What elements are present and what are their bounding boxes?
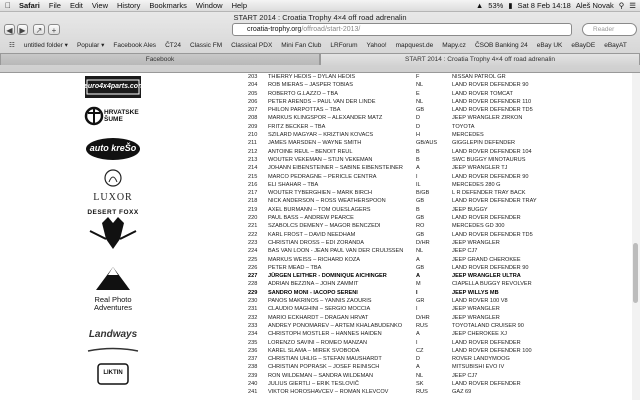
entry-crew: KAREL SLAMA – MIREK SVOBODA [268, 347, 360, 354]
entry-country: SK [416, 380, 424, 387]
menu-history[interactable]: History [111, 1, 135, 10]
entry-number: 207 [248, 107, 258, 114]
entry-car: JEEP GRAND CHEROKEE [452, 256, 521, 263]
entry-number: 227 [248, 273, 258, 280]
bookmark-item[interactable]: eBay UK [536, 41, 563, 49]
address-bar[interactable] [232, 23, 572, 36]
apple-icon[interactable] [5, 1, 11, 10]
logo-luxor[interactable] [84, 169, 142, 203]
table-row [248, 148, 548, 156]
forward-button[interactable] [17, 24, 28, 35]
table-row [248, 256, 548, 264]
entry-crew: JOHANN EIBENSTEINER – SABINE EIBENSTEINER [268, 165, 403, 172]
entry-crew: ELI SHAHAR – TBA [268, 181, 319, 188]
entry-country: D [416, 115, 421, 122]
url-host: croatia-trophy.org [247, 26, 302, 33]
entry-car: MERCEDES GD 300 [452, 223, 505, 230]
entry-country: I [416, 339, 418, 346]
back-button[interactable] [4, 24, 15, 35]
entry-number: 209 [248, 123, 258, 130]
bookmarks-bar [0, 39, 640, 51]
entry-car: LAND ROVER DEFENDER 90 [452, 173, 529, 180]
search-field[interactable] [582, 23, 637, 36]
entry-number: 206 [248, 98, 258, 105]
scrollbar-thumb[interactable] [633, 243, 638, 303]
table-row [248, 380, 548, 388]
sponsor-name: LUXOR [93, 192, 133, 203]
entry-crew: JAMES MARSDEN – WAYNE SMITH [268, 140, 362, 147]
table-row [248, 197, 548, 205]
back-arrow-icon: ◀ [6, 26, 13, 35]
bookmark-item[interactable]: ČT24 [165, 41, 181, 49]
entry-car: JEEP WRANGLER ZIRKON [452, 115, 523, 122]
entry-country: A [416, 165, 420, 172]
entry-car: LAND ROVER TOMCAT [452, 90, 513, 97]
entry-country: A [416, 256, 420, 263]
start-list-table [248, 73, 548, 397]
entry-car: MITSUBISHI EVO IV [452, 364, 505, 371]
bookmark-item[interactable]: Classical PDX [231, 41, 273, 49]
entry-number: 225 [248, 256, 258, 263]
entry-crew: PETER MEAD – TBA [268, 264, 322, 271]
table-row [248, 131, 548, 139]
entry-car: JEEP WRANGLER ULTRA [452, 273, 521, 280]
entry-crew: MARIO ECKHARDT – DRAGAN HRVAT [268, 314, 369, 321]
entry-number: 237 [248, 356, 258, 363]
entry-country: NL [416, 82, 424, 89]
luxor-emblem-icon [84, 169, 142, 187]
share-icon: ↗ [35, 26, 43, 35]
entry-number: 215 [248, 173, 258, 180]
table-row [248, 164, 548, 172]
logo-real-photo-adventures[interactable] [84, 265, 142, 315]
entry-country: GB [416, 231, 425, 238]
list-icon[interactable]: ☰ [629, 1, 636, 10]
entry-crew: BAS VAN LOON - JEAN PAUL VAN DER CRUIJSSEN [268, 248, 404, 255]
table-row [248, 289, 548, 297]
bookmark-item[interactable]: Popular ▾ [76, 42, 105, 49]
table-row [248, 280, 548, 288]
table-row [248, 214, 548, 222]
bookmark-item[interactable]: Mapy.cz [442, 41, 466, 49]
table-row [248, 206, 548, 214]
entry-car: MERCEDES 280 G [452, 181, 501, 188]
entry-country: B/GB [416, 190, 430, 197]
entry-crew: WOUTER TYBERGHIEN – MARK BIRCH [268, 190, 373, 197]
entry-car: LAND ROVER DEFENDER TRAY [452, 198, 537, 205]
entry-country: E [416, 90, 420, 97]
logo-landways[interactable] [84, 329, 142, 351]
entry-car: LAND ROVER DEFENDER 104 [452, 148, 532, 155]
bookmark-item[interactable]: Facebook Ales [113, 41, 157, 49]
entry-crew: PETER ARENDS – PAUL VAN DER LINDE [268, 98, 376, 105]
sponsor-name: auto kreŠo [89, 143, 137, 153]
entry-car: LAND ROVER DEFENDER TD5 [452, 107, 533, 114]
entry-car: JEEP WRANGLER [452, 314, 500, 321]
entry-crew: SZABOLCS DEMENY – MAGOR BENCZEDI [268, 223, 381, 230]
table-row [248, 247, 548, 255]
entry-crew: JÜRGEN LEITHER - DOMINIQUE AICHINGER [268, 273, 387, 280]
entry-crew: KARL FROST – DAVID NEEDHAM [268, 231, 356, 238]
table-row [248, 106, 548, 114]
entry-number: 203 [248, 74, 258, 80]
entry-country: GB/AUS [416, 140, 438, 147]
table-row [248, 181, 548, 189]
table-row [248, 73, 548, 81]
entry-country: GB [416, 264, 425, 271]
entry-number: 231 [248, 306, 258, 313]
entry-country: D/HR [416, 314, 430, 321]
table-row [248, 347, 548, 355]
entry-car: LAND ROVER 100 V8 [452, 298, 508, 305]
search-icon[interactable]: ⚲ [618, 1, 625, 10]
entry-country: NL [416, 372, 424, 379]
entry-car: LAND ROVER DEFENDER [452, 380, 521, 387]
entry-car: JEEP WRANGLER TJ [452, 165, 508, 172]
bookmark-item[interactable]: Yahoo! [366, 41, 387, 49]
entry-country: M [416, 281, 421, 288]
entry-number: 208 [248, 115, 258, 122]
entry-crew: ROB MIERAS – JASPER TOBIAS [268, 82, 353, 89]
bookmark-item[interactable]: mapquest.de [395, 41, 434, 49]
entry-car: JEEP CJ7 [452, 248, 478, 255]
menu-file[interactable]: File [42, 1, 55, 10]
table-row [248, 305, 548, 313]
entry-number: 220 [248, 215, 258, 222]
menu-window[interactable]: Window [189, 1, 217, 10]
entry-crew: PHILON PARPOTTAS – TBA [268, 107, 341, 114]
entry-number: 205 [248, 90, 258, 97]
menu-bar [0, 0, 640, 12]
entry-car: LAND ROVER DEFENDER 90 [452, 264, 529, 271]
bookmark-sidebar-icon[interactable]: ☷ [9, 42, 15, 49]
menu-help[interactable]: Help [225, 1, 241, 10]
entry-crew: ROBERTO G.LAZZO – TBA [268, 90, 338, 97]
table-row [248, 272, 548, 280]
entry-crew: CLAUDIO MAGHINI – SERGIO MOCCIA [268, 306, 371, 313]
menu-edit[interactable]: Edit [63, 1, 77, 10]
wifi-icon[interactable]: ▲ [475, 1, 484, 10]
table-row [248, 363, 548, 371]
tab-croatia-trophy[interactable]: START 2014 : Croatia Trophy 4×4 off road adrenalin [320, 53, 640, 65]
entry-number: 228 [248, 281, 258, 288]
table-row [248, 222, 548, 230]
entry-car: LAND ROVER DEFENDER TD5 [452, 231, 533, 238]
tab-facebook[interactable]: Facebook [0, 53, 320, 65]
plus-icon: + [51, 26, 57, 35]
table-row [248, 372, 548, 380]
bookmark-item[interactable]: LRForum [330, 41, 358, 49]
entry-car: JEEP CHEROKEE XJ [452, 331, 507, 338]
menu-view[interactable]: View [85, 1, 103, 10]
swoosh-icon [84, 347, 142, 353]
entry-number: 224 [248, 248, 258, 255]
table-row [248, 81, 548, 89]
table-row [248, 339, 548, 347]
entry-country: F [416, 74, 420, 80]
entry-number: 236 [248, 347, 258, 354]
mountain-icon [84, 265, 142, 291]
entry-number: 214 [248, 165, 258, 172]
entry-car: ROVER LANDYMOOG [452, 356, 510, 363]
entry-crew: SANDRO MONI - IACOPO SERENI [268, 289, 358, 296]
entry-crew: CHRISTIAN POPRASK – JOSEF REINISCH [268, 364, 380, 371]
browser-chrome [0, 12, 640, 73]
tab-bar [0, 53, 640, 65]
table-row [248, 173, 548, 181]
logo-hrvatske-sume[interactable] [84, 103, 142, 129]
entry-crew: CHRISTIAN UHLIG – STEFAN MAUSHARDT [268, 356, 382, 363]
sponsor-name: Landways [88, 329, 138, 340]
entry-number: 241 [248, 389, 258, 396]
table-row [248, 239, 548, 247]
table-row [248, 330, 548, 338]
entry-crew: PANOS MAKRINOS – YANNIS ZAOURIS [268, 298, 372, 305]
sponsor-name: euro4x4parts.com [84, 83, 145, 90]
table-row [248, 123, 548, 131]
entry-crew: RON WILDEMAN – SANDRA WILDEMAN [268, 372, 374, 379]
entry-country: IL [416, 181, 421, 188]
entry-car: JEEP WRANGLER [452, 306, 500, 313]
entry-crew: PAUL BASS – ANDREW PEARCE [268, 215, 354, 222]
entry-number: 213 [248, 156, 258, 163]
entry-number: 234 [248, 331, 258, 338]
entry-crew: AXEL BURMANN – TOM OUESLAGERS [268, 206, 371, 213]
entry-country: A [416, 273, 421, 280]
entry-crew: ANDREY PONOMAREV – ARTEM KHALABUDENKO [268, 322, 403, 329]
entry-country: NL [416, 248, 424, 255]
vertical-scrollbar[interactable] [632, 73, 640, 400]
entry-crew: LORENZO SAVINI – ROMEO MANZAN [268, 339, 368, 346]
menu-user[interactable]: Aleš Novak [575, 1, 614, 10]
entry-car: JEEP WRANGLER [452, 239, 500, 246]
entry-number: 212 [248, 148, 258, 155]
entry-number: 230 [248, 298, 258, 305]
entry-car: GAZ 69 [452, 389, 472, 396]
logo-desert-foxx[interactable] [84, 209, 142, 257]
entry-number: 226 [248, 264, 258, 271]
menu-clock[interactable]: Sat 8 Feb 14:18 [517, 1, 571, 10]
table-row [248, 98, 548, 106]
entry-crew: WOUTER VEKEMAN – STIJN VEKEMAN [268, 156, 373, 163]
entry-crew: JULIUS GIERTLI – ERIK TESLOVIČ [268, 380, 359, 387]
logo-euro4x4parts[interactable] [84, 75, 145, 104]
entry-car: LAND ROVER DEFENDER [452, 339, 521, 346]
entry-crew: NICK ANDERSON – ROSS WEATHERSPOON [268, 198, 386, 205]
entry-crew: MARKUS WEISS – RICHARD KOZA [268, 256, 360, 263]
entry-number: 211 [248, 140, 257, 147]
entry-crew: FRITZ BECKER – TBA [268, 123, 326, 130]
entry-number: 240 [248, 380, 258, 387]
entry-country: GB [416, 215, 425, 222]
fox-icon [84, 209, 142, 257]
logo-liktin[interactable] [84, 363, 142, 387]
entry-country: I [416, 306, 418, 313]
entry-car: LAND ROVER DEFENDER [452, 215, 521, 222]
table-row [248, 314, 548, 322]
entry-car: JEEP WILLYS MB [452, 289, 499, 296]
table-row [248, 139, 548, 147]
table-row [248, 231, 548, 239]
entry-country: RUS [416, 322, 428, 329]
entry-country: I [416, 173, 418, 180]
battery-percent[interactable]: 53% [488, 1, 504, 10]
entry-number: 229 [248, 289, 258, 296]
entry-car: JEEP BUGGY [452, 206, 488, 213]
sponsor-name: LIKTIN [103, 370, 123, 376]
sponsor-name: HRVATSKE ŠUME [104, 109, 139, 123]
entry-number: 233 [248, 322, 258, 329]
share-button[interactable] [33, 24, 45, 35]
entry-country: A [416, 331, 420, 338]
entry-number: 222 [248, 231, 258, 238]
entry-country: I [416, 289, 418, 296]
entry-number: 204 [248, 82, 258, 89]
entry-number: 235 [248, 339, 258, 346]
add-button[interactable] [48, 24, 60, 35]
window-title: START 2014 : Croatia Trophy 4×4 off road adrenalin [233, 13, 407, 22]
table-row [248, 90, 548, 98]
entry-country: GB [416, 107, 425, 114]
table-row [248, 388, 548, 396]
entry-country: B [416, 156, 420, 163]
entry-country: NL [416, 98, 424, 105]
entry-car: NISSAN PATROL GR [452, 74, 506, 80]
entry-car: CIAPELLA BUGGY REVOLVER [452, 281, 532, 288]
sponsor-column [84, 73, 145, 400]
sponsor-name: DESERT FOXX [87, 209, 139, 216]
bookmark-item[interactable]: Mini Fan Club [281, 41, 322, 49]
forward-arrow-icon: ▶ [19, 26, 26, 35]
entry-country: GB [416, 198, 425, 205]
entry-number: 217 [248, 190, 258, 197]
entry-car: GIGGLEPIN DEFENDER [452, 140, 516, 147]
entry-car: TOYOTALAND CRUISER 90 [452, 322, 524, 329]
entry-crew: VIKTOR HOROSHAVCEV – ROMAN KLEVCOV [268, 389, 389, 396]
bookmark-item[interactable]: untitled folder ▾ [23, 42, 68, 49]
entry-crew: MARCO PEDRAGNE – PERICLE CENTRA [268, 173, 377, 180]
reader-button[interactable]: Reader [593, 26, 615, 33]
table-row [248, 189, 548, 197]
menu-bookmarks[interactable]: Bookmarks [143, 1, 181, 10]
table-row [248, 355, 548, 363]
bookmark-item[interactable]: eBayDE [571, 41, 596, 49]
battery-icon[interactable]: ▮ [508, 1, 513, 10]
entry-crew: ADRIAN BEZZINA – JOHN ZAMMIT [268, 281, 359, 288]
entry-car: SWC BUGGY MINOTAURUS [452, 156, 526, 163]
entry-country: D/HR [416, 239, 430, 246]
table-row [248, 156, 548, 164]
entry-car: LAND ROVER DEFENDER 90 [452, 82, 529, 89]
entry-country: A [416, 364, 420, 371]
entry-number: 210 [248, 132, 258, 139]
entry-crew: MARKUS KLINGSPOR – ALEXANDER MATZ [268, 115, 383, 122]
logo-auto-kreso[interactable] [84, 135, 142, 161]
entry-car: TOYOTA [452, 123, 475, 130]
entry-number: 223 [248, 239, 258, 246]
entry-number: 216 [248, 181, 258, 188]
entry-country: D [416, 356, 421, 363]
page-content [0, 73, 640, 400]
entry-country: RO [416, 223, 425, 230]
entry-country: H [416, 132, 421, 139]
entry-crew: THIERRY HEOIS – DYLAN HEOIS [268, 74, 356, 80]
entry-country: B [416, 148, 420, 155]
entry-crew: SZILARD MAGYAR – KRIZTIAN KOVACS [268, 132, 374, 139]
bookmark-item[interactable]: ČSOB Banking 24 [474, 41, 528, 49]
entry-country: GR [416, 298, 425, 305]
entry-number: 238 [248, 364, 258, 371]
bookmark-item[interactable]: eBayAT [604, 41, 627, 49]
entry-country: B [416, 206, 420, 213]
entry-car: L R DEFENDER TRAY BACK [452, 190, 526, 197]
entry-car: JEEP CJ7 [452, 372, 478, 379]
entry-car: LAND ROVER DEFENDER 110 [452, 98, 532, 105]
entry-number: 239 [248, 372, 258, 379]
table-row [248, 264, 548, 272]
url-path: /offroad/start-2013/ [301, 26, 361, 33]
table-row [248, 114, 548, 122]
entry-number: 218 [248, 198, 258, 205]
entry-car: LAND ROVER DEFENDER 100 [452, 347, 532, 354]
entry-country: RUS [416, 389, 428, 396]
entry-country: CZ [416, 347, 424, 354]
table-row [248, 297, 548, 305]
entry-number: 221 [248, 223, 258, 230]
entry-crew: ANTOINE REUL – BENOIT REUL [268, 148, 353, 155]
entry-number: 232 [248, 314, 258, 321]
entry-crew: CHRISTIAN DROSS – EDI ZORANDA [268, 239, 365, 246]
table-row [248, 322, 548, 330]
menu-app[interactable]: Safari [13, 1, 34, 10]
sponsor-name: Real Photo Adventures [94, 295, 132, 312]
entry-crew: CHRISTOPH MOSTLER – HANNES HAIDEN [268, 331, 382, 338]
bookmark-item[interactable]: Classic FM [189, 41, 223, 49]
entry-country: D [416, 123, 421, 130]
entry-number: 219 [248, 206, 258, 213]
entry-car: MERCEDES [452, 132, 484, 139]
